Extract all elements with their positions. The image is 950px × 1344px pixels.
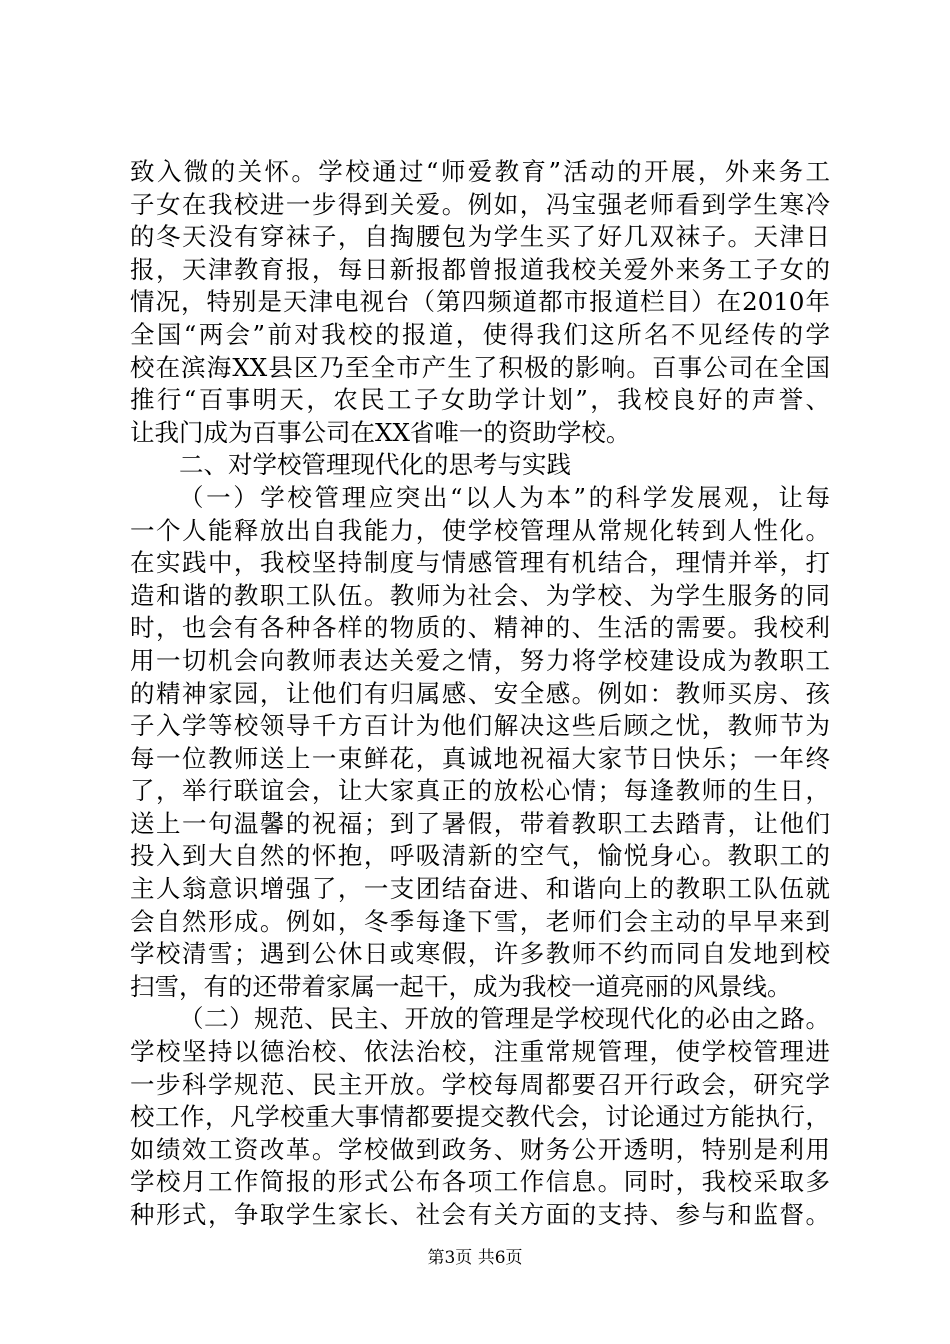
text-line: 送上一句温馨的祝福；到了暑假，带着教职工去踏青，让他们 [130, 808, 830, 838]
text-line: 学校清雪；遇到公休日或寒假，许多教师不约而同自发地到校 [130, 939, 830, 969]
text-line: 致入微的关怀。学校通过“师爱教育”活动的开展，外来务工 [130, 157, 830, 186]
text-line: 造和谐的教职工队伍。教师为社会、为学校、为学生服务的同 [130, 580, 830, 610]
text-line: 情况，特别是天津电视台（第四频道都市报道栏目）在2010年 [130, 287, 830, 317]
text-line: 校工作，凡学校重大事情都要提交教代会，讨论通过方能执行， [130, 1102, 830, 1132]
text-line: 子女在我校进一步得到关爱。例如，冯宝强老师看到学生寒冷 [130, 189, 830, 219]
text-line: 如绩效工资改革。学校做到政务、财务公开透明，特别是利用 [130, 1134, 830, 1164]
text-line: 投入到大自然的怀抱，呼吸清新的空气，愉悦身心。教职工的 [130, 841, 830, 871]
text-line: 全国“两会”前对我校的报道，使得我们这所名不见经传的学 [130, 319, 830, 349]
text-line: 的精神家园，让他们有归属感、安全感。例如：教师买房、孩 [130, 678, 830, 708]
text-line: 校在滨海XX县区乃至全市产生了积极的影响。百事公司在全国 [130, 352, 830, 382]
text-line: 学校月工作简报的形式公布各项工作信息。同时，我校采取多 [130, 1167, 830, 1197]
text-line: 了，举行联谊会，让大家真正的放松心情；每逢教师的生日， [130, 776, 830, 806]
text-line: （二）规范、民主、开放的管理是学校现代化的必由之路。 [179, 1004, 830, 1034]
text-line: 的冬天没有穿袜子，自掏腰包为学生买了好几双袜子。天津日 [130, 222, 830, 252]
text-line: 推行“百事明天，农民工子女助学计划”，我校良好的声誉、 [130, 385, 830, 415]
text-line: 用一切机会向教师表达关爱之情，努力将学校建设成为教职工 [130, 645, 830, 675]
text-line: 一个人能释放出自我能力，使学校管理从常规化转到人性化。 [130, 515, 830, 545]
text-line: 主人翁意识增强了，一支团结奋进、和谐向上的教职工队伍就 [130, 874, 830, 904]
text-line: 会自然形成。例如，冬季每逢下雪，老师们会主动的早早来到 [130, 906, 830, 936]
text-line: 时，也会有各种各样的物质的、精神的、生活的需要。我校利 [130, 613, 830, 643]
text-line: 在实践中，我校坚持制度与情感管理有机结合，理情并举，打 [130, 548, 830, 578]
text-line: 子入学等校领导千方百计为他们解决这些后顾之忧，教师节为 [130, 711, 830, 741]
section-heading: 二、对学校管理现代化的思考与实践 [179, 450, 571, 480]
text-line: 报，天津教育报，每日新报都曾报道我校关爱外来务工子女的 [130, 254, 830, 284]
text-line: 让我门成为百事公司在XX省唯一的资助学校。 [130, 417, 631, 447]
text-line: 学校坚持以德治校、依法治校，注重常规管理，使学校管理进 [130, 1037, 830, 1067]
text-line: 一步科学规范、民主开放。学校每周都要召开行政会，研究学 [130, 1069, 830, 1099]
text-line: 种形式，争取学生家长、社会有关方面的支持、参与和监督。 [130, 1200, 830, 1229]
text-line: 扫雪，有的还带着家属一起干，成为我校一道亮丽的风景线。 [130, 971, 792, 1001]
body-text [130, 156, 830, 1232]
page-number-footer: 第3页 共6页 [427, 1248, 523, 1268]
text-line: 每一位教师送上一束鲜花，真诚地祝福大家节日快乐；一年终 [130, 743, 830, 773]
text-line: （一）学校管理应突出“以人为本”的科学发展观，让每 [179, 482, 830, 512]
